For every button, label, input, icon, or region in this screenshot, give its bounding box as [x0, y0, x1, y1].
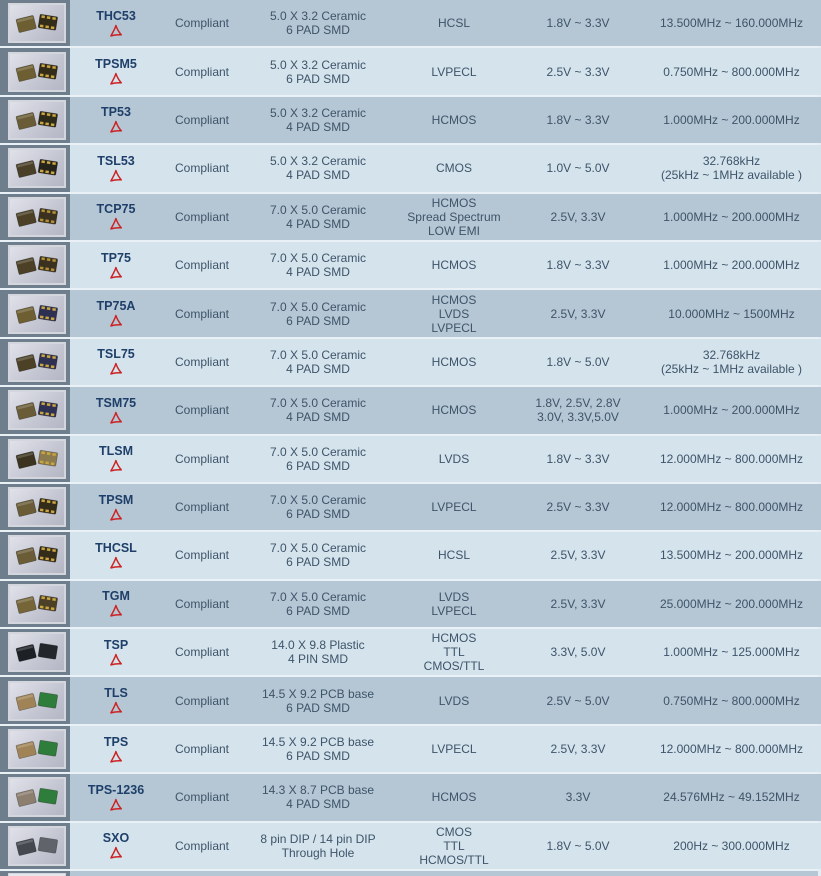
package-spec: 7.0 X 5.0 Ceramic 6 PAD SMD	[242, 436, 394, 482]
package-spec: 5.0 X 3.2 Ceramic 6 PAD SMD	[242, 48, 394, 94]
product-image-cell	[0, 436, 70, 482]
pdf-datasheet-icon[interactable]	[109, 266, 123, 280]
product-image-cell	[0, 532, 70, 578]
supply-voltage: 1.8V ~ 5.0V	[514, 823, 642, 869]
product-image-cell	[0, 242, 70, 288]
package-spec: 8 pin DIP / 14 pin DIP Through Hole	[242, 823, 394, 869]
product-name-cell	[70, 436, 162, 482]
supply-voltage: 3.3V, 5.0V	[514, 629, 642, 675]
output-type: HCMOS	[394, 339, 514, 385]
compliance-status: Compliant	[162, 97, 242, 143]
product-image-cell	[0, 0, 70, 46]
product-photo[interactable]	[8, 390, 66, 430]
product-name-link[interactable]: TSL75	[97, 347, 135, 362]
table-row	[0, 97, 818, 145]
compliance-status: Compliant	[162, 774, 242, 820]
frequency-range: 24.576MHz ~ 49.152MHz	[642, 774, 821, 820]
product-image-cell	[0, 581, 70, 627]
product-name-cell	[70, 629, 162, 675]
frequency-range: 200Hz ~ 300.000MHz	[642, 823, 821, 869]
supply-voltage: 2.5V, 3.3V	[514, 194, 642, 240]
oscillator-chip-thumbnail	[12, 393, 62, 427]
compliance-status: Compliant	[162, 823, 242, 869]
product-name-cell	[70, 339, 162, 385]
product-photo[interactable]	[8, 197, 66, 237]
oscillator-chip-thumbnail	[12, 297, 62, 331]
output-type: HCMOS LVDS LVPECL	[394, 290, 514, 336]
package-spec: 7.0 X 5.0 Ceramic 6 PAD SMD	[242, 581, 394, 627]
product-photo[interactable]	[8, 3, 66, 43]
compliance-status: Compliant	[162, 339, 242, 385]
pdf-datasheet-icon[interactable]	[109, 314, 123, 328]
supply-voltage: 2.5V, 3.3V	[514, 581, 642, 627]
table-row	[0, 823, 818, 871]
product-photo[interactable]	[8, 245, 66, 285]
table-row	[0, 726, 818, 774]
supply-voltage: 1.8V ~ 3.3V	[514, 97, 642, 143]
product-name-cell	[70, 532, 162, 578]
product-name-cell	[70, 581, 162, 627]
frequency-range: 1.000MHz ~ 200.000MHz	[642, 387, 821, 433]
product-image-cell	[0, 145, 70, 191]
frequency-range: 1.000MHz ~ 125.000MHz	[642, 629, 821, 675]
product-photo[interactable]	[8, 681, 66, 721]
table-row	[0, 48, 818, 96]
product-image-cell	[0, 871, 70, 876]
product-name-cell	[70, 387, 162, 433]
output-type: LVDS	[394, 677, 514, 723]
output-type: HCMOS	[394, 774, 514, 820]
pdf-datasheet-icon[interactable]	[109, 508, 123, 522]
pdf-datasheet-icon[interactable]	[109, 24, 123, 38]
oscillator-chip-thumbnail	[12, 732, 62, 766]
pdf-datasheet-icon[interactable]	[109, 362, 123, 376]
product-photo[interactable]	[8, 439, 66, 479]
product-image-cell	[0, 97, 70, 143]
oscillator-chip-thumbnail	[12, 6, 62, 40]
pdf-datasheet-icon[interactable]	[109, 459, 123, 473]
pdf-datasheet-icon[interactable]	[109, 653, 123, 667]
compliance-status: Compliant	[162, 581, 242, 627]
oscillator-chip-thumbnail	[12, 684, 62, 718]
output-type: LVDS	[394, 436, 514, 482]
product-name-link[interactable]: SXO	[102, 831, 130, 846]
pdf-datasheet-icon[interactable]	[109, 556, 123, 570]
supply-voltage: 1.8V, 2.5V, 2.8V 3.0V, 3.3V,5.0V	[514, 387, 642, 433]
supply-voltage: 2.5V ~ 3.3V	[514, 48, 642, 94]
package-spec: 7.0 X 5.0 Ceramic 4 PAD SMD	[242, 339, 394, 385]
compliance-status: Compliant	[162, 436, 242, 482]
supply-voltage: 1.0V ~ 5.0V	[514, 145, 642, 191]
compliance-status: Compliant	[162, 677, 242, 723]
frequency-range: 32.768kHz (25kHz ~ 1MHz available )	[642, 145, 821, 191]
package-spec: 14.5 X 9.2 PCB base 6 PAD SMD	[242, 677, 394, 723]
supply-voltage: 2.5V, 3.3V	[514, 290, 642, 336]
output-type: CMOS	[394, 145, 514, 191]
package-spec: 7.0 X 5.0 Ceramic 4 PAD SMD	[242, 242, 394, 288]
oscillator-chip-thumbnail	[12, 490, 62, 524]
table-row	[0, 774, 818, 822]
product-name-link[interactable]: TP75A	[96, 299, 136, 314]
supply-voltage: 1.8V ~ 3.3V	[514, 0, 642, 46]
frequency-range: 32.768kHz (25kHz ~ 1MHz available )	[642, 339, 821, 385]
product-name-link[interactable]: TSP	[103, 637, 129, 652]
frequency-range: 1.000MHz ~ 200.000MHz	[642, 97, 821, 143]
product-image-cell	[0, 290, 70, 336]
package-spec: 14.3 X 8.7 PCB base 4 PAD SMD	[242, 774, 394, 820]
product-name-link[interactable]: TPS-1236	[87, 782, 145, 797]
product-name-cell	[70, 823, 162, 869]
product-name-link[interactable]: TPSM	[98, 492, 134, 507]
product-name-link[interactable]: TPSM5	[95, 57, 137, 72]
oscillator-chip-thumbnail	[12, 103, 62, 137]
table-row	[0, 581, 818, 629]
product-name-link[interactable]: TP53	[101, 105, 131, 120]
package-spec: 7.0 X 5.0 Ceramic 4 PAD SMD	[242, 194, 394, 240]
table-row	[0, 677, 818, 725]
product-image-cell	[0, 774, 70, 820]
product-name-cell	[70, 194, 162, 240]
table-row	[0, 290, 818, 338]
frequency-range: 10.000MHz ~ 1500MHz	[642, 290, 821, 336]
product-photo[interactable]	[8, 535, 66, 575]
supply-voltage: 1.8V ~ 3.3V	[514, 242, 642, 288]
product-photo[interactable]	[8, 826, 66, 866]
frequency-range: 13.500MHz ~ 200.000MHz	[642, 532, 821, 578]
product-photo[interactable]	[8, 294, 66, 334]
product-photo[interactable]	[8, 52, 66, 92]
table-row	[0, 194, 818, 242]
package-spec: 14.5 X 9.2 PCB base 6 PAD SMD	[242, 726, 394, 772]
oscillator-chip-thumbnail	[12, 442, 62, 476]
output-type: HCSL	[394, 532, 514, 578]
compliance-status: Compliant	[162, 194, 242, 240]
oscillator-chip-thumbnail	[12, 635, 62, 669]
pdf-datasheet-icon[interactable]	[109, 169, 123, 183]
supply-voltage: 1.8V ~ 5.0V	[514, 339, 642, 385]
table-row	[0, 484, 818, 532]
package-spec: 5.0 X 3.2 Ceramic 4 PAD SMD	[242, 145, 394, 191]
supply-voltage: 2.5V, 3.3V	[514, 532, 642, 578]
table-row	[0, 145, 818, 193]
product-name-cell	[70, 48, 162, 94]
product-name-cell	[70, 726, 162, 772]
frequency-range: 1.000MHz ~ 200.000MHz	[642, 194, 821, 240]
compliance-status: Compliant	[162, 242, 242, 288]
frequency-range: 1.000MHz ~ 200.000MHz	[642, 242, 821, 288]
package-spec: 5.0 X 3.2 Ceramic 4 PAD SMD	[242, 97, 394, 143]
pdf-datasheet-icon[interactable]	[109, 411, 123, 425]
frequency-range: 0.750MHz ~ 800.000MHz	[642, 677, 821, 723]
product-image-cell	[0, 484, 70, 530]
oscillator-chip-thumbnail	[12, 151, 62, 185]
compliance-status: Compliant	[162, 0, 242, 46]
output-type: LVPECL	[394, 484, 514, 530]
product-name-cell	[70, 0, 162, 46]
oscillator-chip-thumbnail	[12, 780, 62, 814]
product-image-cell	[0, 48, 70, 94]
package-spec: 7.0 X 5.0 Ceramic 6 PAD SMD	[242, 290, 394, 336]
package-spec: 7.0 X 5.0 Ceramic 6 PAD SMD	[242, 484, 394, 530]
compliance-status: Compliant	[162, 387, 242, 433]
oscillator-chip-thumbnail	[12, 345, 62, 379]
oscillator-chip-thumbnail	[12, 587, 62, 621]
compliance-status: Compliant	[162, 145, 242, 191]
output-type: HCMOS	[394, 387, 514, 433]
product-name-cell	[70, 97, 162, 143]
product-name-link[interactable]: TLSM	[98, 444, 134, 459]
product-photo[interactable]	[8, 729, 66, 769]
oscillator-chip-thumbnail	[12, 248, 62, 282]
compliance-status: Compliant	[162, 726, 242, 772]
table-row	[0, 532, 818, 580]
output-type: HCMOS TTL CMOS/TTL	[394, 629, 514, 675]
product-photo[interactable]	[8, 100, 66, 140]
output-type: HCMOS Spread Spectrum LOW EMI	[394, 194, 514, 240]
package-spec: 7.0 X 5.0 Ceramic 6 PAD SMD	[242, 532, 394, 578]
product-image-cell	[0, 387, 70, 433]
product-image-cell	[0, 339, 70, 385]
product-photo[interactable]	[8, 632, 66, 672]
next-row-strip	[70, 871, 818, 876]
product-name-link[interactable]: TP75	[101, 250, 131, 265]
table-row	[0, 387, 818, 435]
oscillator-chip-thumbnail	[12, 538, 62, 572]
product-name-cell	[70, 290, 162, 336]
package-spec: 7.0 X 5.0 Ceramic 4 PAD SMD	[242, 387, 394, 433]
output-type: LVDS LVPECL	[394, 581, 514, 627]
output-type: HCSL	[394, 0, 514, 46]
product-photo[interactable]	[8, 777, 66, 817]
pdf-datasheet-icon[interactable]	[109, 72, 123, 86]
product-name-cell	[70, 677, 162, 723]
product-photo[interactable]	[8, 584, 66, 624]
product-image-cell	[0, 629, 70, 675]
supply-voltage: 1.8V ~ 3.3V	[514, 436, 642, 482]
output-type: LVPECL	[394, 48, 514, 94]
product-name-link[interactable]: THC53	[96, 8, 136, 23]
compliance-status: Compliant	[162, 532, 242, 578]
supply-voltage: 2.5V ~ 5.0V	[514, 677, 642, 723]
table-row	[0, 0, 818, 48]
table-row	[0, 242, 818, 290]
frequency-range: 12.000MHz ~ 800.000MHz	[642, 484, 821, 530]
pdf-datasheet-icon[interactable]	[109, 120, 123, 134]
supply-voltage: 2.5V ~ 3.3V	[514, 484, 642, 530]
compliance-status: Compliant	[162, 484, 242, 530]
pdf-datasheet-icon[interactable]	[109, 846, 123, 860]
pdf-datasheet-icon[interactable]	[109, 217, 123, 231]
partial-next-row	[0, 871, 818, 876]
oscillator-chip-thumbnail	[12, 55, 62, 89]
product-name-link[interactable]: TLS	[104, 686, 128, 701]
product-name-link[interactable]: TSL53	[97, 153, 135, 168]
product-name-link[interactable]: THCSL	[95, 540, 137, 555]
pdf-datasheet-icon[interactable]	[109, 798, 123, 812]
product-name-link[interactable]: TCP75	[96, 202, 136, 217]
supply-voltage: 2.5V, 3.3V	[514, 726, 642, 772]
pdf-datasheet-icon[interactable]	[109, 750, 123, 764]
frequency-range: 25.000MHz ~ 200.000MHz	[642, 581, 821, 627]
table-row	[0, 629, 818, 677]
package-spec: 14.0 X 9.8 Plastic 4 PIN SMD	[242, 629, 394, 675]
frequency-range: 13.500MHz ~ 160.000MHz	[642, 0, 821, 46]
product-name-link[interactable]: TSM75	[95, 395, 137, 410]
product-name-link[interactable]: TPS	[103, 734, 129, 749]
oscillator-chip-thumbnail	[12, 200, 62, 234]
product-name-cell	[70, 145, 162, 191]
pdf-datasheet-icon[interactable]	[109, 604, 123, 618]
supply-voltage: 3.3V	[514, 774, 642, 820]
compliance-status: Compliant	[162, 629, 242, 675]
output-type: LVPECL	[394, 726, 514, 772]
product-name-cell	[70, 242, 162, 288]
table-row	[0, 339, 818, 387]
pdf-datasheet-icon[interactable]	[109, 701, 123, 715]
product-name-cell	[70, 774, 162, 820]
table-row	[0, 436, 818, 484]
product-image-cell	[0, 677, 70, 723]
product-photo[interactable]	[8, 487, 66, 527]
product-image-cell	[0, 823, 70, 869]
package-spec: 5.0 X 3.2 Ceramic 6 PAD SMD	[242, 0, 394, 46]
product-photo[interactable]	[8, 342, 66, 382]
output-type: CMOS TTL HCMOS/TTL	[394, 823, 514, 869]
frequency-range: 12.000MHz ~ 800.000MHz	[642, 726, 821, 772]
product-image-cell	[0, 194, 70, 240]
product-name-link[interactable]: TGM	[102, 589, 130, 604]
output-type: HCMOS	[394, 97, 514, 143]
product-image-cell	[0, 726, 70, 772]
compliance-status: Compliant	[162, 290, 242, 336]
output-type: HCMOS	[394, 242, 514, 288]
compliance-status: Compliant	[162, 48, 242, 94]
frequency-range: 0.750MHz ~ 800.000MHz	[642, 48, 821, 94]
oscillator-chip-thumbnail	[12, 829, 62, 863]
product-photo[interactable]	[8, 148, 66, 188]
frequency-range: 12.000MHz ~ 800.000MHz	[642, 436, 821, 482]
product-name-cell	[70, 484, 162, 530]
